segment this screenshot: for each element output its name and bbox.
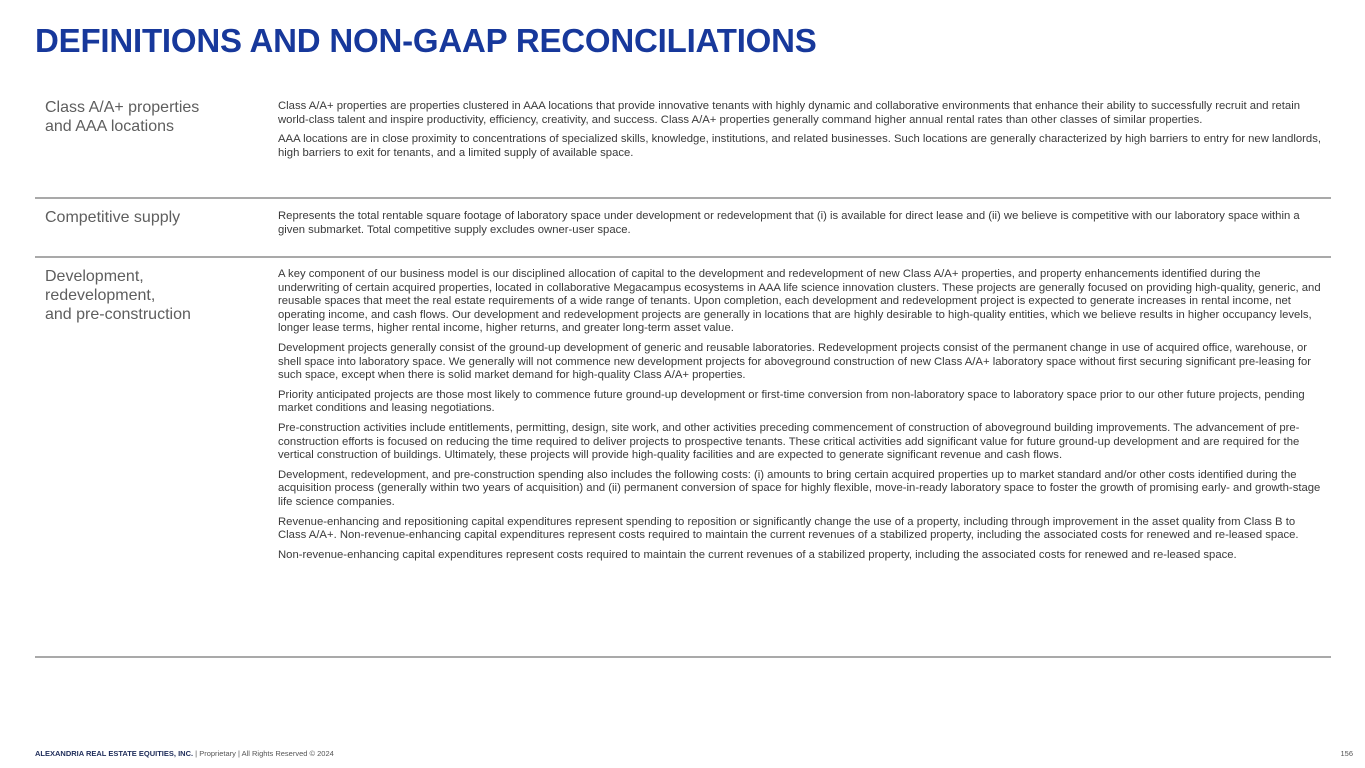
definition-paragraph: Revenue-enhancing and repositioning capital expenditures represent spending to reposition or significantly change the use of a property, including through improvement in the asset quality from Class B to Class A/A+. Non-revenue-enhancing capital expenditures represent costs required to maintain the current revenues of a stabilized property, including the associated costs for renewed and re-leased space. [278, 515, 1299, 542]
definition-term: Competitive supply [45, 209, 181, 226]
definition-paragraph: Development projects generally consist of the ground-up development of generic and reusable laboratories. Redevelopment projects consist of the permanent change in use of acquired office, warehouse, or shell space into laboratory space. We generally will not commence new development projects for aboveground construction of new Class A/A+ laboratory space without first securing significant pre-leasing for such space, except when there is solid market demand for high-quality Class A/A+ properties. [278, 341, 1312, 382]
definition-description [278, 199, 1331, 256]
footer-copyright [35, 749, 334, 758]
definition-row-development [35, 258, 1331, 658]
definition-term: Development, redevelopment, and pre-construction [45, 268, 191, 323]
page-title: DEFINITIONS AND NON-GAAP RECONCILIATIONS [35, 22, 817, 59]
definition-paragraph: A key component of our business model is our disciplined allocation of capital to the development and redevelopment of new Class A/A+ properties, and property enhancements identified during the underwriting of certain acquired properties, located in collaborative Megacampus ecosystems in AAA life science innovation clusters. These projects are generally focused on providing high-quality, generic, and reusable spaces that meet the real estate requirements of a wide range of tenants. Upon completion, each development and redevelopment project is expected to generate increases in rental income, net operating income, and cash flows. Our development and redevelopment projects are generally in locations that are highly desirable to high-quality entities, which we believe results in higher occupancy levels, longer lease terms, higher rental income, higher returns, and greater long-term asset value. [278, 268, 1321, 335]
definition-paragraph: AAA locations are in close proximity to concentrations of specialized skills, knowledge, institutions, and related businesses. Such locations are generally characterized by high barriers to entry for new landlords, high barriers to exit for tenants, and a limited supply of available space. [278, 133, 1321, 159]
definition-paragraph: Pre-construction activities include entitlements, permitting, design, site work, and other activities preceding commencement of construction of aboveground building improvements. The advancement of pre-construction efforts is focused on reducing the time required to deliver projects to prospective tenants. These critical activities add significant value for future ground-up development and are required for the vertical construction of buildings. Ultimately, these projects will provide high-quality facilities and are expected to generate significant revenue and cash flows. [278, 421, 1300, 462]
definition-paragraph: Class A/A+ properties are properties clustered in AAA locations that provide innovative tenants with highly dynamic and collaborative environments that enhance their ability to successfully recruit and retain world-class talent and inspire productivity, efficiency, creativity, and success. Class A/A+ properties generally command higher annual rental rates than other classes of similar properties. [278, 100, 1300, 126]
page-number: 156 [1340, 749, 1353, 758]
definition-paragraph: Development, redevelopment, and pre-construction spending also includes the following costs: (i) amounts to bring certain acquired properties up to market standard and/or other costs identified during the acquisition process (generally within two years of acquisition) and (ii) permanent conversion of space for highly flexible, move-in-ready laboratory space to foster the growth of promising early- and growth-stage life science companies. [278, 468, 1321, 508]
definition-paragraph: Represents the total rentable square footage of laboratory space under development or redevelopment that (i) is available for direct lease and (ii) we believe is competitive with our laboratory space within a given submarket. Total competitive supply excludes owner-user space. [278, 210, 1300, 236]
definition-row-class-a-properties [35, 89, 1331, 199]
footer-rights: | Proprietary | All Rights Reserved © 2024 [193, 749, 334, 758]
definition-description [278, 258, 1331, 656]
definitions-table [35, 89, 1331, 658]
footer-company-name: ALEXANDRIA REAL ESTATE EQUITIES, INC. [35, 749, 194, 758]
definition-term: Class A/A+ properties and AAA locations [45, 99, 200, 135]
definition-row-competitive-supply [35, 199, 1331, 258]
definition-paragraph: Non-revenue-enhancing capital expenditures represent costs required to maintain the current revenues of a stabilized property, including the associated costs for renewed and re-leased space. [278, 548, 1237, 561]
definition-paragraph: Priority anticipated projects are those most likely to commence future ground-up development or first-time conversion from non-laboratory space to laboratory space prior to our other future projects, pending market conditions and leasing negotiations. [278, 388, 1305, 415]
definition-description [278, 89, 1331, 197]
